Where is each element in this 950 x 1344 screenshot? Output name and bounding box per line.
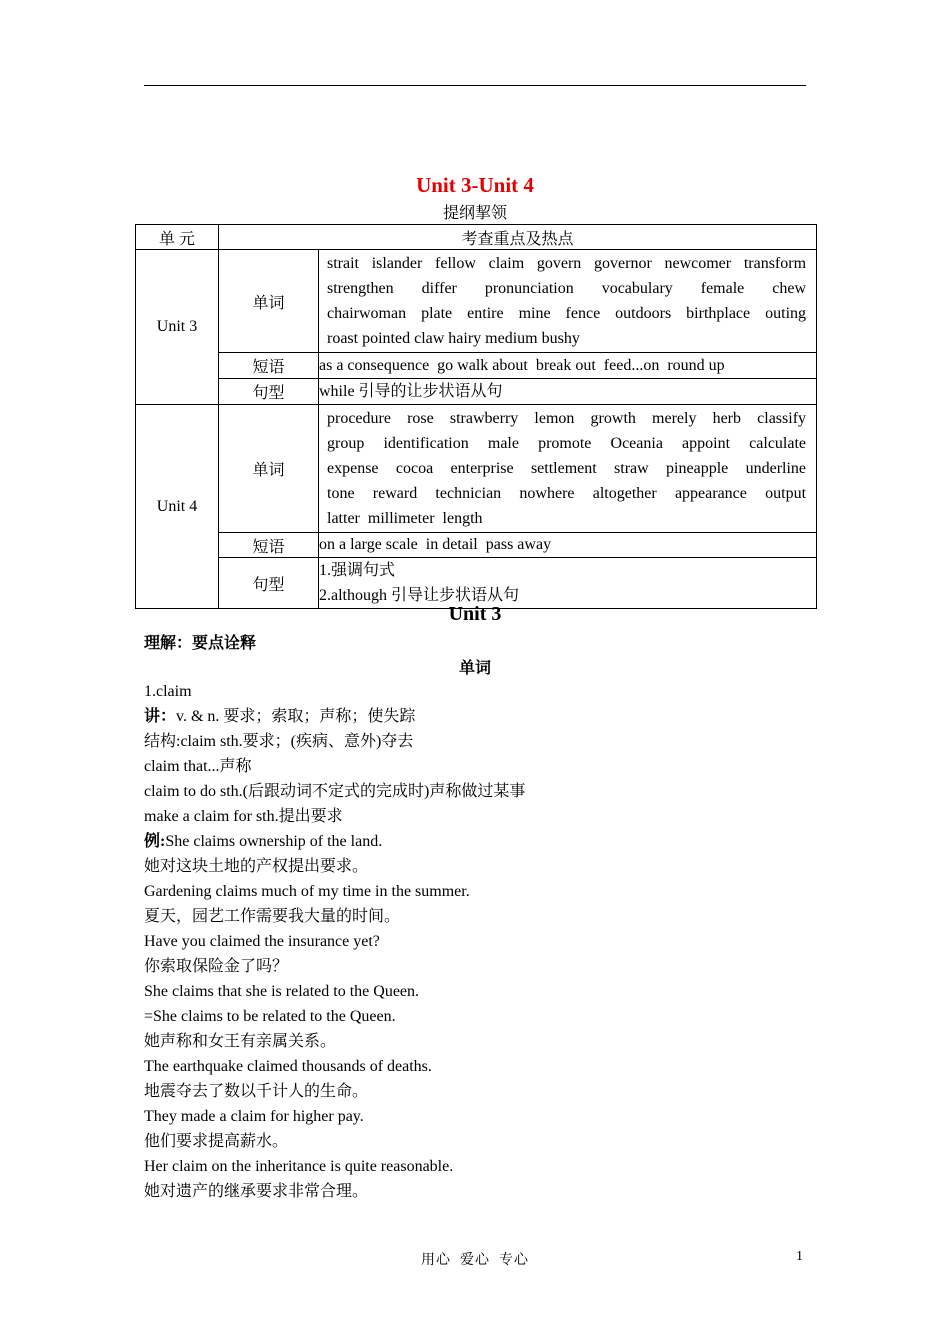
page-number: 1 — [796, 1249, 803, 1264]
example-line: The earthquake claimed thousands of deaths. — [144, 1058, 432, 1075]
unit4-pattern-2: 2.although 引导让步状语从句 — [319, 587, 519, 604]
example-line: They made a claim for higher pay. — [144, 1108, 364, 1125]
unit4-patterns-row — [136, 558, 817, 609]
footer-motto: 用心 爱心 专心 — [421, 1253, 529, 1268]
unit3-words — [319, 250, 817, 353]
structure-line: make a claim for sth.提出要求 — [144, 808, 343, 825]
explain-label: 讲： — [144, 708, 177, 725]
document-subtitle: 提纲挈领 — [442, 205, 507, 222]
unit3-phrases-row — [136, 353, 817, 379]
unit3-phrases: as a consequence go walk about break out feed...on round up — [319, 353, 817, 379]
unit4-words-label: 单词 — [219, 405, 319, 533]
example-text: She claims ownership of the land. — [165, 833, 383, 850]
claim-explanation — [144, 679, 806, 1204]
structure-line: 结构:claim sth.要求；(疾病、意外)夺去 — [144, 733, 414, 750]
unit4-words-row — [136, 405, 817, 533]
unit3-phrases-label: 短语 — [219, 353, 319, 379]
col-points-header: 考查重点及热点 — [219, 225, 817, 250]
unit4-phrases-row — [136, 533, 817, 558]
unit3-patterns: while 引导的让步状语从句 — [319, 379, 817, 405]
example-translation: 她对这块土地的产权提出要求。 — [144, 858, 369, 875]
example-translation: 夏天，园艺工作需要我大量的时间。 — [144, 908, 401, 925]
outline-table — [135, 224, 817, 609]
unit4-words-line: tone reward technician nowhere altogether appearance output — [327, 485, 807, 502]
structure-line: claim that...声称 — [144, 758, 252, 775]
unit4-phrases-label: 短语 — [219, 533, 319, 558]
example-line: Have you claimed the insurance yet? — [144, 933, 380, 950]
unit3-words-line: roast pointed claw hairy medium bushy — [327, 330, 580, 347]
unit4-words-line: group identification male promote Oceania appoint calculate — [327, 435, 807, 452]
example-translation: 她声称和女王有亲属关系。 — [144, 1033, 337, 1050]
example-line: She claims that she is related to the Queen. — [144, 983, 420, 1000]
unit3-words-line: chairwoman plate entire mine fence outdoors birthplace outing — [327, 305, 807, 322]
unit4-phrases: on a large scale in detail pass away — [319, 533, 817, 558]
col-unit-header: 单 元 — [136, 225, 219, 250]
unit4-patterns-label: 句型 — [219, 558, 319, 609]
example-label: 例: — [144, 833, 166, 850]
example-translation: 他们要求提高薪水。 — [144, 1133, 289, 1150]
unit4-patterns — [319, 558, 817, 609]
unit3-words-line: strait islander fellow claim govern governor newcomer transform — [327, 255, 807, 272]
example-translation: 你索取保险金了吗？ — [144, 958, 289, 975]
document-title: Unit 3-Unit 4 — [416, 173, 534, 197]
unit4-words-line: procedure rose strawberry lemon growth merely herb classify — [327, 410, 807, 427]
example-line: Gardening claims much of my time in the summer. — [144, 883, 470, 900]
unit4-name: Unit 4 — [136, 405, 219, 609]
example-line: Her claim on the inheritance is quite reasonable. — [144, 1158, 454, 1175]
table-header-row — [136, 225, 817, 250]
example-translation: 她对遗产的继承要求非常合理。 — [144, 1183, 369, 1200]
unit3-words-row — [136, 250, 817, 353]
unit4-words — [319, 405, 817, 533]
unit4-words-line: latter millimeter length — [327, 510, 483, 527]
header-rule — [144, 85, 806, 86]
unit3-words-line: strengthen differ pronunciation vocabulary female chew — [327, 280, 807, 297]
example-line — [144, 829, 806, 854]
unit3-patterns-label: 句型 — [219, 379, 319, 405]
section-label: 理解：要点诠释 — [144, 633, 257, 652]
unit3-name: Unit 3 — [136, 250, 219, 405]
subsection-label: 单词 — [458, 658, 491, 677]
example-line: =She claims to be related to the Queen. — [144, 1008, 396, 1025]
entry-title: 1.claim — [144, 683, 192, 700]
example-translation: 地震夺去了数以千计人的生命。 — [144, 1083, 369, 1100]
definition-line — [144, 704, 806, 729]
unit3-words-label: 单词 — [219, 250, 319, 353]
unit3-heading: Unit 3 — [448, 603, 502, 625]
unit4-pattern-1: 1.强调句式 — [319, 562, 396, 579]
unit4-words-line: expense cocoa enterprise settlement straw pineapple underline — [327, 460, 807, 477]
unit3-patterns-row — [136, 379, 817, 405]
definition-text: v. & n. 要求；索取；声称；使失踪 — [176, 708, 416, 725]
structure-line: claim to do sth.(后跟动词不定式的完成时)声称做过某事 — [144, 783, 526, 800]
